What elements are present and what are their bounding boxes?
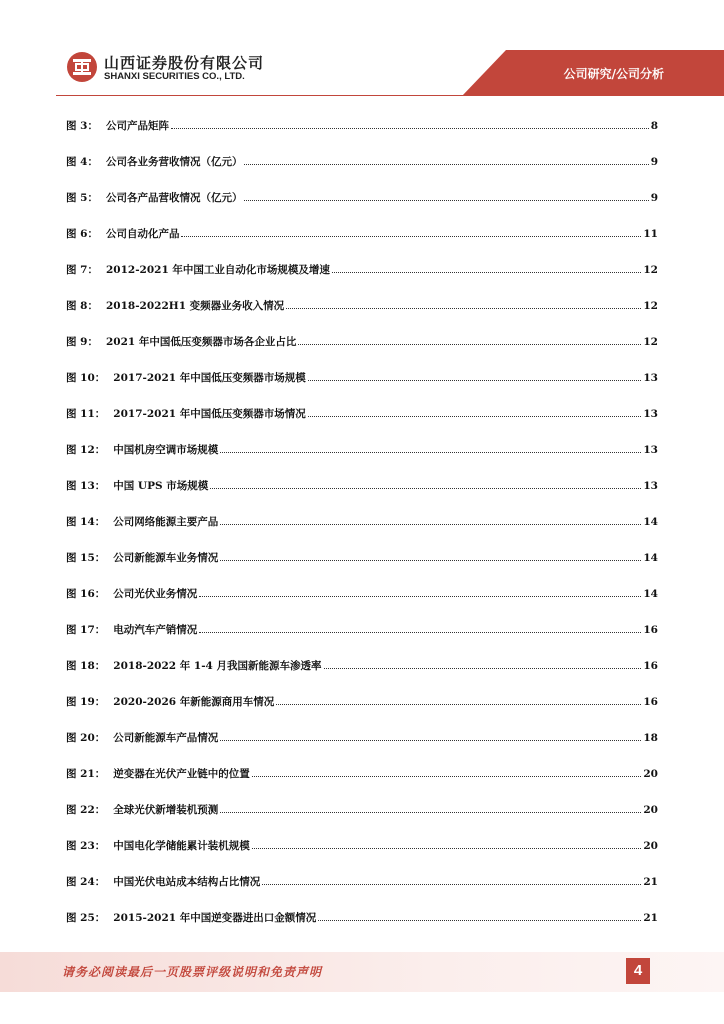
toc-entry-page: 9 xyxy=(650,156,658,168)
toc-dot-leader xyxy=(332,271,641,273)
toc-entry-title: 2017-2021 年中国低压变频器市场情况 xyxy=(113,408,306,420)
toc-dot-leader xyxy=(220,523,641,525)
toc-entry-page: 13 xyxy=(643,444,658,456)
toc-entry-label: 图 23： xyxy=(66,840,106,852)
toc-entry-label: 图 5： xyxy=(66,192,98,204)
toc-entry-label: 图 14： xyxy=(66,516,106,528)
toc-entry-page: 13 xyxy=(643,480,658,492)
toc-entry-page: 21 xyxy=(643,912,658,924)
toc-entry-title: 逆变器在光伏产业链中的位置 xyxy=(113,768,250,780)
toc-entry-title: 中国电化学储能累计装机规模 xyxy=(113,840,250,852)
toc-dot-leader xyxy=(298,343,641,345)
toc-entry-page: 14 xyxy=(643,552,658,564)
toc-entry-title: 公司各产品营收情况（亿元） xyxy=(105,192,243,204)
toc-entry-title: 公司自动化产品 xyxy=(105,228,180,240)
toc-entry[interactable] xyxy=(66,188,658,224)
footer-disclaimer: 请务必阅读最后一页股票评级说明和免责声明 xyxy=(62,965,323,979)
toc-entry-label: 图 10： xyxy=(66,372,106,384)
toc-entry[interactable] xyxy=(66,296,658,332)
company-name-cn: 山西证券股份有限公司 xyxy=(104,54,265,72)
toc-dot-leader xyxy=(244,199,648,201)
toc-entry-page: 14 xyxy=(643,516,658,528)
figure-table-of-contents xyxy=(66,116,658,944)
toc-entry-title: 中国光伏电站成本结构占比情况 xyxy=(113,876,261,888)
toc-entry-title: 2012-2021 年中国工业自动化市场规模及增速 xyxy=(105,264,330,276)
toc-entry-label: 图 13： xyxy=(66,480,106,492)
toc-dot-leader xyxy=(199,595,641,597)
toc-entry-page: 16 xyxy=(643,696,658,708)
toc-entry-title: 2017-2021 年中国低压变频器市场规模 xyxy=(113,372,306,384)
toc-entry-title: 2021 年中国低压变频器市场各企业占比 xyxy=(105,336,297,348)
toc-entry-label: 图 3： xyxy=(66,120,98,132)
toc-entry-label: 图 18： xyxy=(66,660,106,672)
toc-dot-leader xyxy=(318,919,641,921)
toc-dot-leader xyxy=(220,559,641,561)
toc-dot-leader xyxy=(324,667,642,669)
toc-entry[interactable] xyxy=(66,152,658,188)
toc-entry[interactable] xyxy=(66,368,658,404)
toc-entry-label: 图 15： xyxy=(66,552,106,564)
toc-entry-page: 21 xyxy=(643,876,658,888)
toc-entry-label: 图 20： xyxy=(66,732,106,744)
toc-dot-leader xyxy=(220,739,641,741)
toc-entry-label: 图 17： xyxy=(66,624,106,636)
toc-dot-leader xyxy=(220,811,641,813)
toc-dot-leader xyxy=(252,775,642,777)
toc-entry-title: 公司新能源车业务情况 xyxy=(113,552,219,564)
toc-entry[interactable] xyxy=(66,224,658,260)
toc-entry-label: 图 7： xyxy=(66,264,98,276)
toc-entry-title: 公司光伏业务情况 xyxy=(113,588,198,600)
toc-entry-title: 2018-2022 年 1-4 月我国新能源车渗透率 xyxy=(113,660,322,672)
toc-entry[interactable] xyxy=(66,476,658,512)
toc-dot-leader xyxy=(181,235,641,237)
toc-entry[interactable] xyxy=(66,332,658,368)
toc-entry-label: 图 11： xyxy=(66,408,106,420)
toc-entry-label: 图 25： xyxy=(66,912,106,924)
toc-entry-page: 16 xyxy=(643,624,658,636)
toc-entry-page: 20 xyxy=(643,768,658,780)
toc-dot-leader xyxy=(252,847,642,849)
toc-entry-page: 20 xyxy=(643,804,658,816)
toc-dot-leader xyxy=(199,631,641,633)
toc-dot-leader xyxy=(308,379,642,381)
toc-entry[interactable] xyxy=(66,908,658,944)
toc-entry[interactable] xyxy=(66,656,658,692)
toc-entry-page: 13 xyxy=(643,372,658,384)
toc-dot-leader xyxy=(286,307,641,309)
toc-entry-title: 2020-2026 年新能源商用车情况 xyxy=(113,696,275,708)
toc-entry[interactable] xyxy=(66,764,658,800)
toc-entry-page: 12 xyxy=(643,300,658,312)
toc-entry-title: 2015-2021 年中国逆变器进出口金额情况 xyxy=(113,912,317,924)
toc-entry-label: 图 19： xyxy=(66,696,106,708)
toc-entry[interactable] xyxy=(66,692,658,728)
toc-entry-page: 14 xyxy=(643,588,658,600)
toc-entry-label: 图 16： xyxy=(66,588,106,600)
company-name-en: SHANXI SECURITIES CO., LTD. xyxy=(104,71,245,82)
toc-entry-page: 20 xyxy=(643,840,658,852)
toc-entry-title: 公司产品矩阵 xyxy=(105,120,169,132)
toc-entry[interactable] xyxy=(66,512,658,548)
toc-dot-leader xyxy=(262,883,641,885)
toc-dot-leader xyxy=(220,451,641,453)
page-number: 4 xyxy=(626,958,650,984)
toc-entry[interactable] xyxy=(66,620,658,656)
section-tag: 公司研究/公司分析 xyxy=(563,67,664,81)
toc-dot-leader xyxy=(244,163,648,165)
toc-entry-page: 18 xyxy=(643,732,658,744)
toc-entry-page: 12 xyxy=(643,336,658,348)
toc-entry-title: 公司新能源车产品情况 xyxy=(113,732,219,744)
toc-entry-page: 13 xyxy=(643,408,658,420)
toc-entry[interactable] xyxy=(66,872,658,908)
toc-entry-title: 公司各业务营收情况（亿元） xyxy=(105,156,243,168)
toc-dot-leader xyxy=(276,703,641,705)
toc-entry-page: 12 xyxy=(643,264,658,276)
header-divider xyxy=(56,95,724,96)
shanxi-securities-logo-icon xyxy=(66,51,98,83)
toc-entry-label: 图 8： xyxy=(66,300,98,312)
toc-dot-leader xyxy=(210,487,641,489)
toc-entry[interactable] xyxy=(66,836,658,872)
toc-entry-title: 电动汽车产销情况 xyxy=(113,624,198,636)
toc-entry-page: 8 xyxy=(650,120,658,132)
toc-entry[interactable] xyxy=(66,800,658,836)
toc-entry[interactable] xyxy=(66,116,658,152)
toc-entry-page: 9 xyxy=(650,192,658,204)
toc-entry[interactable] xyxy=(66,548,658,584)
toc-entry-page: 11 xyxy=(643,228,658,240)
toc-entry-page: 16 xyxy=(643,660,658,672)
toc-dot-leader xyxy=(308,415,642,417)
toc-entry[interactable] xyxy=(66,260,658,296)
toc-entry[interactable] xyxy=(66,584,658,620)
toc-entry-title: 公司网络能源主要产品 xyxy=(113,516,219,528)
toc-entry-label: 图 21： xyxy=(66,768,106,780)
toc-entry-label: 图 22： xyxy=(66,804,106,816)
toc-entry-label: 图 6： xyxy=(66,228,98,240)
toc-entry-label: 图 12： xyxy=(66,444,106,456)
toc-dot-leader xyxy=(171,127,649,129)
toc-entry-title: 2018-2022H1 变频器业务收入情况 xyxy=(105,300,285,312)
toc-entry-title: 中国 UPS 市场规模 xyxy=(113,480,209,492)
toc-entry[interactable] xyxy=(66,440,658,476)
toc-entry-label: 图 4： xyxy=(66,156,98,168)
toc-entry-label: 图 9： xyxy=(66,336,98,348)
toc-entry[interactable] xyxy=(66,728,658,764)
page-header xyxy=(0,0,724,100)
toc-entry[interactable] xyxy=(66,404,658,440)
toc-entry-title: 中国机房空调市场规模 xyxy=(113,444,219,456)
toc-entry-label: 图 24： xyxy=(66,876,106,888)
toc-entry-title: 全球光伏新增装机预测 xyxy=(113,804,219,816)
